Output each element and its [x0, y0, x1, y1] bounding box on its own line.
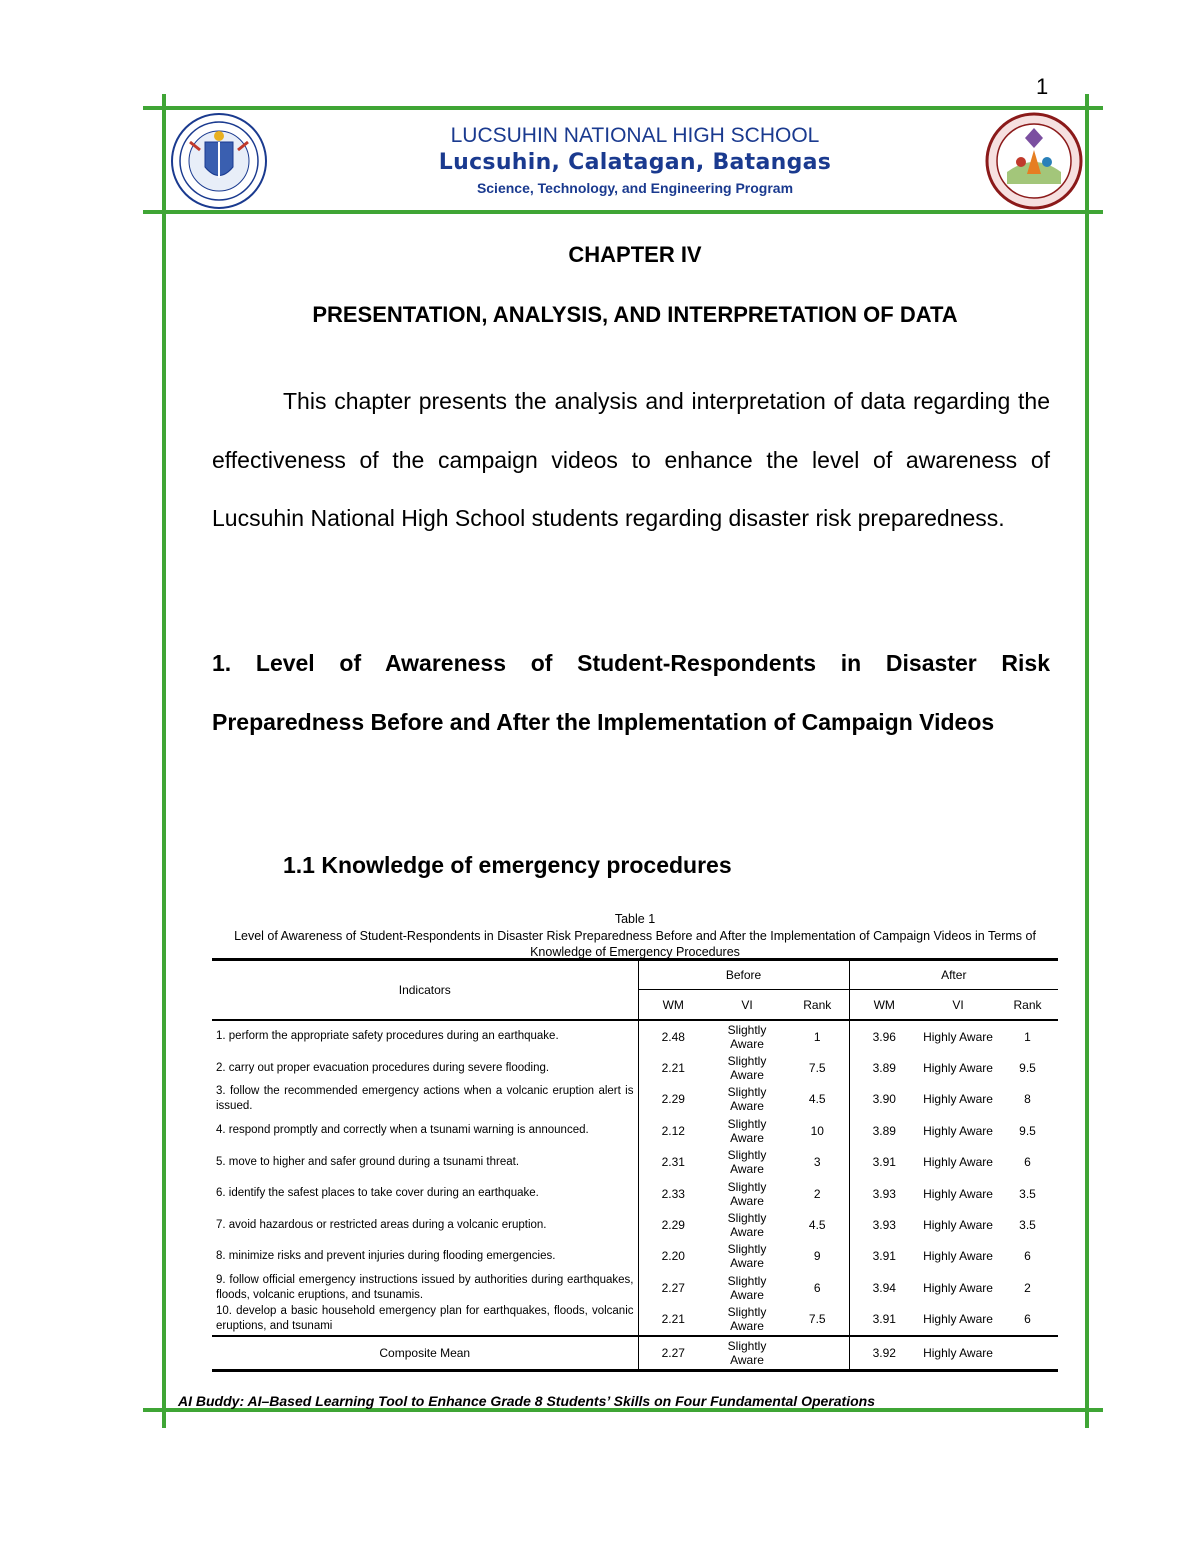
header-before-rank: Rank: [803, 997, 832, 1012]
before-rank-cell: 4.5: [808, 1092, 826, 1107]
after-vi-cell: Highly Aware: [923, 1249, 993, 1264]
before-vi-cell: Slightly Aware: [727, 1179, 767, 1208]
before-rank-cell: 9: [813, 1249, 821, 1264]
after-vi-cell: Highly Aware: [923, 1186, 993, 1201]
before-wm-cell: 2.48: [638, 1020, 708, 1052]
after-rank-cell: 9.5: [1019, 1123, 1036, 1138]
table-label: Table 1: [614, 912, 656, 926]
before-wm-cell: 2.29: [638, 1209, 708, 1240]
header-after-rank: Rank: [1013, 997, 1042, 1012]
awareness-table: [212, 958, 1058, 1372]
after-rank-cell: 6: [1024, 1312, 1031, 1327]
school-location: Lucsuhin, Calatagan, Batangas: [438, 150, 832, 175]
before-rank-cell: 2: [813, 1186, 821, 1201]
header-after-wm: WM: [849, 990, 919, 1021]
indicator-cell: 5. move to higher and safer ground during a tsunami threat.: [216, 1155, 520, 1168]
table-row: [212, 1147, 1058, 1178]
before-vi-cell: Slightly Aware: [727, 1211, 767, 1240]
before-vi-cell: Slightly Aware: [727, 1116, 767, 1145]
after-rank-cell: 6: [1024, 1249, 1031, 1264]
after-vi-cell: Highly Aware: [923, 1029, 993, 1044]
after-wm-cell: 3.93: [849, 1209, 919, 1240]
composite-after-wm: 3.92: [849, 1336, 919, 1371]
after-vi-cell: Highly Aware: [923, 1218, 993, 1233]
header-after-vi: VI: [952, 997, 964, 1012]
header-after: After: [849, 960, 1058, 990]
indicator-cell: 7. avoid hazardous or restricted areas during a volcanic eruption.: [216, 1218, 547, 1231]
before-wm-cell: 2.12: [638, 1115, 708, 1146]
after-wm-cell: 3.91: [849, 1304, 919, 1336]
table-row: [212, 1272, 1058, 1303]
after-wm-cell: 3.89: [849, 1052, 919, 1083]
after-wm-cell: 3.90: [849, 1084, 919, 1115]
composite-label: Composite Mean: [379, 1345, 471, 1360]
before-rank-cell: 1: [813, 1029, 821, 1044]
footer-title: AI Buddy: AI–Based Learning Tool to Enhance Grade 8 Students’ Skills on Four Fundamental Operations: [178, 1393, 875, 1409]
after-vi-cell: Highly Aware: [923, 1061, 993, 1076]
after-rank-cell: 8: [1024, 1092, 1031, 1107]
before-vi-cell: Slightly Aware: [727, 1242, 767, 1271]
composite-before-wm: 2.27: [638, 1336, 708, 1371]
after-rank-cell: 6: [1024, 1155, 1031, 1170]
after-vi-cell: Highly Aware: [923, 1123, 993, 1138]
table-row: [212, 1052, 1058, 1083]
header-before-wm: WM: [638, 990, 708, 1021]
after-rank-cell: 2: [1024, 1280, 1031, 1295]
table-row: [212, 1178, 1058, 1209]
before-wm-cell: 2.21: [638, 1052, 708, 1083]
school-name: LUCSUHIN NATIONAL HIGH SCHOOL: [450, 124, 820, 147]
before-vi-cell: Slightly Aware: [727, 1305, 767, 1334]
table-row: [212, 1209, 1058, 1240]
before-wm-cell: 2.27: [638, 1272, 708, 1303]
before-rank-cell: 7.5: [808, 1061, 826, 1076]
before-rank-cell: 10: [810, 1123, 824, 1138]
before-wm-cell: 2.31: [638, 1147, 708, 1178]
indicator-cell: 9. follow official emergency instructions issued by authorities during earthquakes, floods, volcanic eruptions, and tsunamis.: [216, 1273, 634, 1301]
table-row: [212, 1304, 1058, 1336]
composite-after-vi: Highly Aware: [923, 1345, 993, 1360]
before-vi-cell: Slightly Aware: [727, 1148, 767, 1177]
table-row: [212, 1020, 1058, 1052]
deped-seal-logo: [170, 112, 268, 210]
indicator-cell: 4. respond promptly and correctly when a tsunami warning is announced.: [216, 1124, 589, 1137]
table-row: [212, 1084, 1058, 1115]
before-rank-cell: 4.5: [808, 1218, 826, 1233]
before-wm-cell: 2.21: [638, 1304, 708, 1336]
before-rank-cell: 7.5: [808, 1312, 826, 1327]
after-wm-cell: 3.96: [849, 1020, 919, 1052]
after-rank-cell: 1: [1024, 1029, 1031, 1044]
header-indicators: Indicators: [398, 983, 451, 997]
after-rank-cell: 3.5: [1019, 1186, 1036, 1201]
header-before-vi: VI: [741, 997, 753, 1012]
after-wm-cell: 3.91: [849, 1147, 919, 1178]
school-seal-logo: [985, 112, 1083, 210]
school-program: Science, Technology, and Engineering Program: [476, 180, 794, 196]
border-right-line: [1085, 94, 1089, 1428]
chapter-number: CHAPTER IV: [568, 242, 702, 267]
before-wm-cell: 2.33: [638, 1178, 708, 1209]
indicator-cell: 10. develop a basic household emergency plan for earthquakes, floods, volcanic eruptions, and tsunami: [216, 1305, 634, 1333]
indicator-cell: 1. perform the appropriate safety procedures during an earthquake.: [216, 1030, 559, 1043]
border-left-line: [162, 94, 166, 1428]
before-vi-cell: Slightly Aware: [727, 1273, 767, 1302]
indicator-cell: 6. identify the safest places to take cover during an earthquake.: [216, 1187, 539, 1200]
intro-text: This chapter presents the analysis and interpretation of data regarding the effectiveness of the campaign videos to enhance the level of awareness of Lucsuhin National High School students regarding disaster risk preparedness.: [212, 388, 1050, 531]
table-caption: Level of Awareness of Student-Respondents in Disaster Risk Preparedness Before and After the Implementation of Campaign Videos in Terms of Knowledge of Emergency Procedures: [234, 929, 1036, 959]
after-wm-cell: 3.91: [849, 1241, 919, 1272]
before-wm-cell: 2.20: [638, 1241, 708, 1272]
before-vi-cell: Slightly Aware: [727, 1085, 767, 1114]
table-row: [212, 1115, 1058, 1146]
header-before: Before: [638, 960, 849, 990]
subsection-heading: 1.1 Knowledge of emergency procedures: [283, 852, 732, 878]
after-wm-cell: 3.93: [849, 1178, 919, 1209]
before-wm-cell: 2.29: [638, 1084, 708, 1115]
after-vi-cell: Highly Aware: [923, 1312, 993, 1327]
before-vi-cell: Slightly Aware: [727, 1022, 767, 1051]
border-header-line: [143, 210, 1103, 214]
before-vi-cell: Slightly Aware: [727, 1054, 767, 1083]
indicator-cell: 2. carry out proper evacuation procedures during severe flooding.: [216, 1061, 550, 1074]
after-vi-cell: Highly Aware: [923, 1155, 993, 1170]
indicator-cell: 8. minimize risks and prevent injuries during flooding emergencies.: [216, 1249, 556, 1262]
after-wm-cell: 3.94: [849, 1272, 919, 1303]
intro-paragraph: [212, 372, 1050, 548]
after-rank-cell: 3.5: [1019, 1218, 1036, 1233]
composite-before-vi: Slightly Aware: [727, 1338, 767, 1367]
after-vi-cell: Highly Aware: [923, 1280, 993, 1295]
table-row: [212, 1241, 1058, 1272]
page-number: 1: [1036, 74, 1049, 99]
section-heading: 1. Level of Awareness of Student-Respondents in Disaster Risk Preparedness Before and After the Implementation of Campaign Videos: [212, 650, 1050, 735]
indicator-cell: 3. follow the recommended emergency actions when a volcanic eruption alert is issued.: [216, 1085, 634, 1113]
after-wm-cell: 3.89: [849, 1115, 919, 1146]
before-rank-cell: 6: [813, 1280, 821, 1295]
before-rank-cell: 3: [813, 1155, 821, 1170]
after-vi-cell: Highly Aware: [923, 1092, 993, 1107]
border-top-line: [143, 106, 1103, 110]
chapter-title: PRESENTATION, ANALYSIS, AND INTERPRETATION OF DATA: [312, 302, 958, 327]
after-rank-cell: 9.5: [1019, 1061, 1036, 1076]
